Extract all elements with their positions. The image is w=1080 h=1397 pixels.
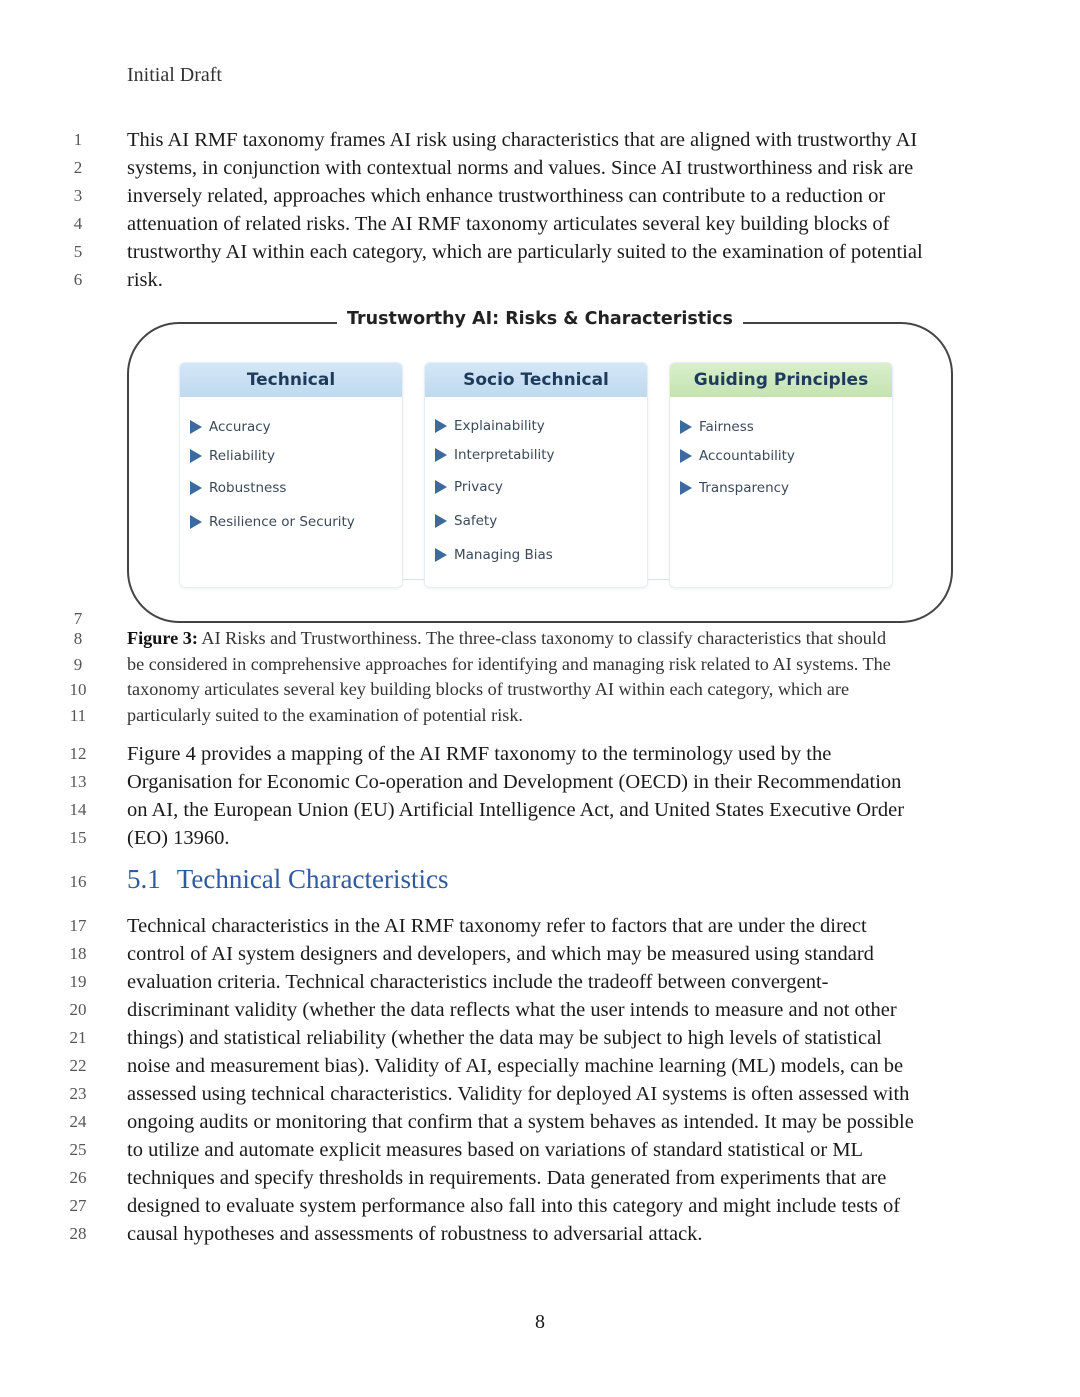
- line-number: 6: [73, 270, 83, 289]
- characteristic-item: Interpretability: [435, 447, 555, 463]
- text-line: [0, 824, 1080, 852]
- caption-line: [0, 703, 1080, 729]
- text-line: [0, 238, 1080, 266]
- caption-line: [0, 677, 1080, 703]
- text-line: [0, 1192, 1080, 1220]
- arrow-icon: [435, 448, 447, 462]
- column-guiding-principles: [669, 362, 893, 588]
- figure-caption: [0, 626, 1080, 728]
- paragraph-2: [0, 740, 1080, 852]
- line-text: (EO) 13960.: [127, 827, 230, 849]
- text-line: [0, 940, 1080, 968]
- column-header: Socio Technical: [425, 363, 647, 397]
- caption-text: AI Risks and Trustworthiness. The three-class taxonomy to classify characteristics that should: [197, 628, 887, 648]
- line-number: 2: [73, 158, 83, 177]
- column-connector: [646, 579, 670, 580]
- line-number: 22: [69, 1056, 87, 1075]
- line-number: 19: [69, 972, 87, 991]
- running-header: Initial Draft: [127, 64, 222, 86]
- section-heading: [127, 864, 448, 895]
- line-number: 20: [69, 1000, 87, 1019]
- caption-line: [0, 626, 1080, 652]
- line-text: control of AI system designers and developers, and which may be measured using standard: [127, 943, 874, 965]
- text-line: [0, 1024, 1080, 1052]
- line-number: 8: [73, 629, 83, 648]
- characteristic-item: Robustness: [190, 480, 286, 496]
- text-line: [0, 912, 1080, 940]
- characteristic-item: Fairness: [680, 419, 754, 435]
- line-text: attenuation of related risks. The AI RMF taxonomy articulates several key building blocks of: [127, 213, 890, 235]
- characteristic-item: Resilience or Security: [190, 514, 355, 530]
- text-line: [0, 740, 1080, 768]
- arrow-icon: [680, 420, 692, 434]
- line-number: 16: [69, 872, 87, 891]
- line-number: 1: [73, 130, 83, 149]
- section-title: Technical Characteristics: [176, 864, 449, 894]
- line-text: noise and measurement bias). Validity of AI, especially machine learning (ML) models, can be: [127, 1055, 904, 1077]
- line-number: 4: [73, 214, 83, 233]
- text-line: [0, 996, 1080, 1024]
- arrow-icon: [190, 449, 202, 463]
- caption-line: [0, 652, 1080, 678]
- text-line: [0, 1220, 1080, 1248]
- text-line: [0, 154, 1080, 182]
- characteristic-item: Safety: [435, 513, 497, 529]
- line-number: 3: [73, 186, 83, 205]
- arrow-icon: [435, 480, 447, 494]
- text-line: [0, 126, 1080, 154]
- text-line: [0, 1136, 1080, 1164]
- line-text: Figure 4 provides a mapping of the AI RMF taxonomy to the terminology used by the: [127, 743, 832, 765]
- line-number: 11: [69, 705, 87, 725]
- line-number: 28: [69, 1224, 87, 1243]
- line-text: to utilize and automate explicit measures based on variations of standard statistical or ML: [127, 1139, 864, 1161]
- column-technical: [179, 362, 403, 588]
- arrow-icon: [190, 420, 202, 434]
- characteristic-item: Transparency: [680, 480, 789, 496]
- line-number: 7: [73, 609, 83, 628]
- text-line: [0, 968, 1080, 996]
- line-number: 18: [69, 944, 87, 963]
- arrow-icon: [190, 515, 202, 529]
- arrow-icon: [435, 514, 447, 528]
- trustworthy-ai-figure: [127, 309, 953, 623]
- characteristic-item: Explainability: [435, 418, 545, 434]
- line-text: Organisation for Economic Co-operation and Development (OECD) in their Recommendation: [127, 771, 902, 793]
- arrow-icon: [435, 548, 447, 562]
- text-line: [0, 1080, 1080, 1108]
- line-number: 9: [73, 654, 83, 674]
- line-number: 17: [69, 916, 87, 935]
- characteristic-item: Managing Bias: [435, 547, 553, 563]
- line-text: designed to evaluate system performance also fall into this category and might include tests of: [127, 1195, 901, 1217]
- line-number: 27: [69, 1196, 87, 1215]
- caption-text: taxonomy articulates several key building blocks of trustworthy AI within each category, which are: [127, 679, 850, 700]
- section-number: 5.1: [127, 864, 161, 894]
- line-text: systems, in conjunction with contextual norms and values. Since AI trustworthiness and risk are: [127, 157, 914, 179]
- line-number: 21: [69, 1028, 87, 1047]
- line-number: 15: [69, 828, 87, 847]
- text-line: [0, 1108, 1080, 1136]
- paragraph-1: [0, 126, 1080, 294]
- line-text: discriminant validity (whether the data reflects what the user intends to measure and not other: [127, 999, 897, 1021]
- line-text: inversely related, approaches which enhance trustworthiness can contribute to a reduction or: [127, 185, 886, 207]
- line-number: 23: [69, 1084, 87, 1103]
- line-text: things) and statistical reliability (whether the data may be subject to high levels of statistical: [127, 1027, 882, 1049]
- line-text: This AI RMF taxonomy frames AI risk using characteristics that are aligned with trustworthy AI: [127, 129, 918, 151]
- column-connector: [401, 579, 425, 580]
- line-number: 25: [69, 1140, 87, 1159]
- figure-title: Trustworthy AI: Risks & Characteristics: [129, 309, 951, 329]
- caption-text: be considered in comprehensive approaches for identifying and managing risk related to AI systems. The: [127, 653, 891, 674]
- text-line: [0, 266, 1080, 294]
- line-number: 10: [69, 680, 87, 700]
- line-number: 26: [69, 1168, 87, 1187]
- line-text: risk.: [127, 269, 163, 291]
- arrow-icon: [435, 419, 447, 433]
- characteristic-item: Reliability: [190, 448, 275, 464]
- characteristic-item: Accountability: [680, 448, 795, 464]
- line-number: 5: [73, 242, 83, 261]
- text-line: [0, 1052, 1080, 1080]
- line-text: ongoing audits or monitoring that confirm that a system behaves as intended. It may be possible: [127, 1111, 914, 1133]
- arrow-icon: [190, 481, 202, 495]
- arrow-icon: [680, 481, 692, 495]
- line-text: trustworthy AI within each category, which are particularly suited to the examination of potential: [127, 241, 923, 263]
- paragraph-3: [0, 912, 1080, 1248]
- column-header: Guiding Principles: [670, 363, 892, 397]
- page-number: 8: [535, 1311, 545, 1333]
- text-line: [0, 796, 1080, 824]
- line-number: 14: [69, 800, 87, 819]
- column-header: Technical: [180, 363, 402, 397]
- text-line: [0, 768, 1080, 796]
- line-text: assessed using technical characteristics. Validity for deployed AI systems is often assessed with: [127, 1083, 910, 1105]
- caption-label: Figure 3:: [127, 628, 198, 648]
- line-text: causal hypotheses and assessments of robustness to adversarial attack.: [127, 1223, 703, 1245]
- line-text: techniques and specify thresholds in requirements. Data generated from experiments that are: [127, 1167, 887, 1189]
- text-line: [0, 1164, 1080, 1192]
- line-text: on AI, the European Union (EU) Artificial Intelligence Act, and United States Executive Order: [127, 799, 905, 821]
- column-socio-technical: [424, 362, 648, 588]
- text-line: [0, 210, 1080, 238]
- text-line: [0, 182, 1080, 210]
- characteristic-item: Privacy: [435, 479, 503, 495]
- characteristic-item: Accuracy: [190, 419, 271, 435]
- line-text: Technical characteristics in the AI RMF taxonomy refer to factors that are under the direct: [127, 915, 867, 937]
- arrow-icon: [680, 449, 692, 463]
- caption-text: particularly suited to the examination of potential risk.: [127, 704, 523, 725]
- line-number: 13: [69, 772, 87, 791]
- line-number: 12: [69, 744, 87, 763]
- line-text: evaluation criteria. Technical characteristics include the tradeoff between convergent-: [127, 971, 829, 993]
- line-number: 24: [69, 1112, 87, 1131]
